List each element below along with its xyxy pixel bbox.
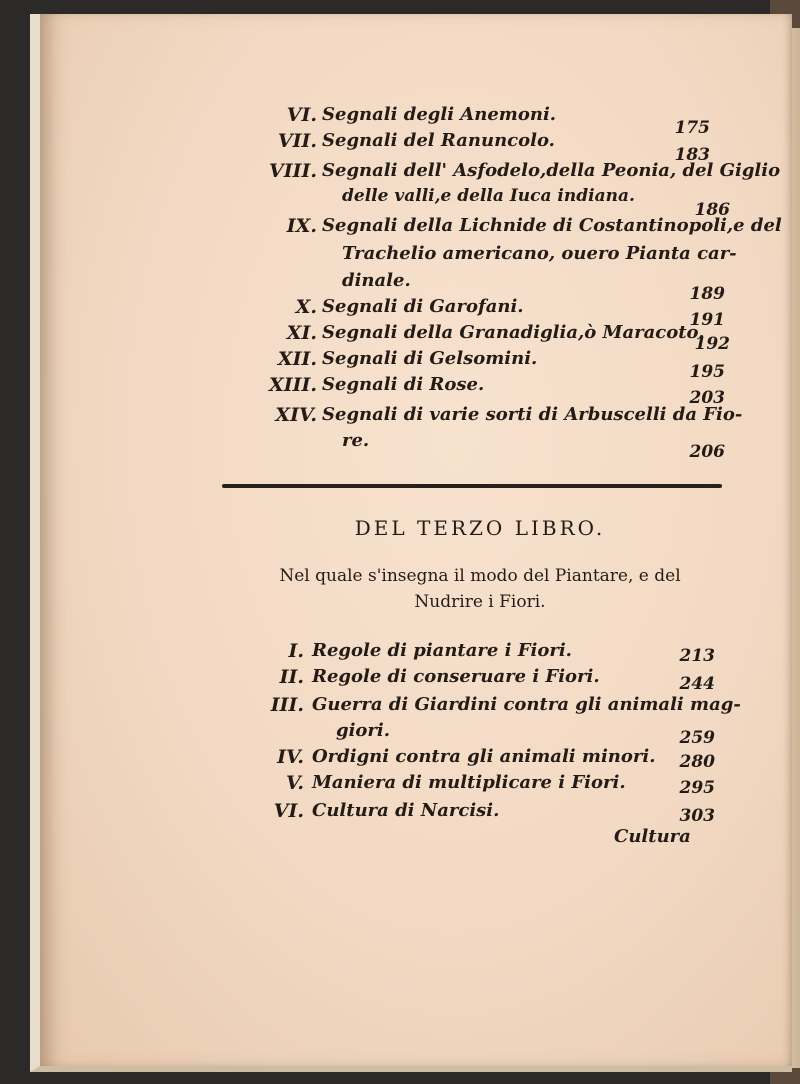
entry-text: Segnali degli Anemoni. [322,104,557,125]
entry-text-continued: dinale. [342,270,411,291]
entry-roman: II. [279,666,304,688]
page-number: 192 [694,334,730,354]
entry-roman: X. [295,296,317,318]
page-number: 295 [679,778,715,798]
page-number: 206 [689,442,725,462]
catchword: Cultura [614,826,691,847]
entry-text-continued: giori. [336,720,391,741]
entry-text: Segnali di Garofani. [322,296,524,317]
entry-roman: VI. [286,104,317,126]
entry-text: Cultura di Narcisi. [312,800,500,821]
page-number: 191 [689,310,725,330]
entry-text: Ordigni contra gli animali minori. [312,746,656,767]
entry-roman: XIII. [268,374,317,396]
entry-roman: XIV. [275,404,317,426]
entry-text: Guerra di Giardini contra gli animali mag- [312,694,741,715]
entry-text: Segnali del Ranuncolo. [322,130,555,151]
section-heading: DEL TERZO LIBRO. [354,516,606,540]
entry-roman: XII. [277,348,317,370]
entry-text-continued: Trachelio americano, ouero Pianta car- [342,243,737,264]
entry-text: Regole di conseruare i Fiori. [312,666,600,687]
page-number: 213 [679,646,715,666]
entry-text-continued: re. [342,430,370,451]
page-number: 189 [689,284,725,304]
entry-text: Regole di piantare i Fiori. [312,640,572,661]
entry-text: Segnali di Rose. [322,374,485,395]
entry-text: Segnali della Lichnide di Costantinopoli,e del [322,215,782,236]
page-number: 244 [679,674,715,694]
entry-roman: IV. [277,746,304,768]
page-number: 186 [694,200,730,220]
section-subtitle-continued: Nudrire i Fiori. [414,592,546,612]
page-number: 183 [674,145,710,165]
page-number: 175 [674,118,710,138]
entry-roman: V. [285,772,304,794]
entry-roman: I. [288,640,304,662]
entry-text: Segnali dell' Asfodelo,della Peonia, del Giglio [322,160,781,181]
section-subtitle: Nel quale s'insegna il modo del Piantare, e del [279,566,681,586]
entry-text: Segnali di Gelsomini. [322,348,538,369]
entry-roman: VII. [277,130,317,152]
entry-text: Segnali della Granadiglia,ò Maracoto. [322,322,705,343]
page-number: 303 [679,806,715,826]
entry-roman: VIII. [268,160,317,182]
entry-roman: XI. [286,322,317,344]
page-number: 203 [689,388,725,408]
entry-text: Segnali di varie sorti di Arbuscelli da Fio- [322,404,743,425]
page-number: 280 [679,752,715,772]
entry-text-continued: delle valli,e della Iuca indiana. [342,186,635,206]
entry-roman: IX. [286,215,317,237]
page-number: 195 [689,362,725,382]
entry-text: Maniera di multiplicare i Fiori. [312,772,626,793]
entry-roman: VI. [273,800,304,822]
page-number: 259 [679,728,715,748]
entry-roman: III. [270,694,304,716]
section-divider [222,484,722,488]
